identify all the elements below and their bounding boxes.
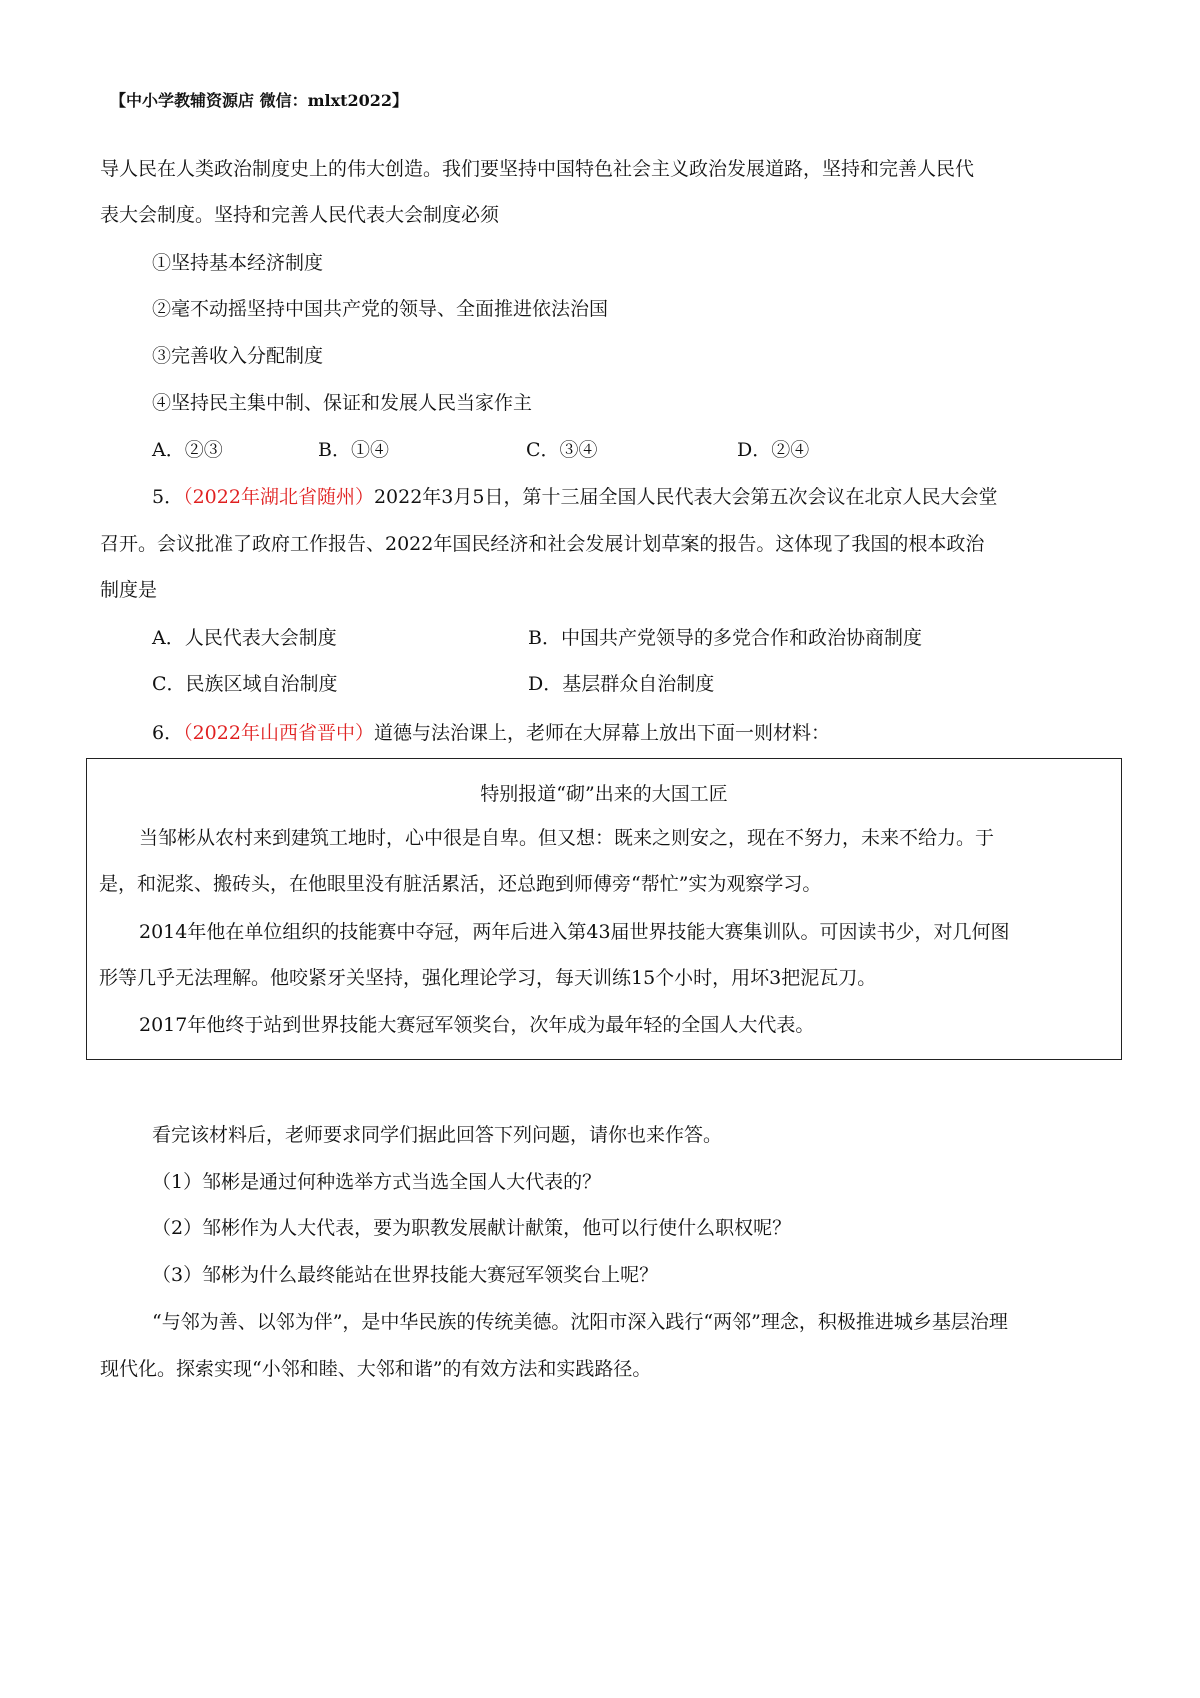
q4-option-a: A．②③ [152,439,223,461]
q6-stem-text: 道德与法治课上，老师在大屏幕上放出下面一则材料： [373,722,830,744]
q5-source: （2022年湖北省随州） [183,486,374,508]
q6-number: 6． [152,722,184,744]
q6-question-3: （3）邹彬为什么最终能站在世界技能大赛冠军领奖台上呢？ [152,1264,659,1286]
q4-item-4: ④坚持民主集中制、保证和发展人民当家作主 [152,392,533,414]
q4-item-3: ③完善收入分配制度 [152,345,324,367]
q4-stem-line2: 表大会制度。坚持和完善人民代表大会制度必须 [100,204,500,226]
material-box [86,758,1122,1060]
closing-line2: 现代化。探索实现“小邻和睦、大邻和谐”的有效方法和实践路径。 [100,1358,652,1380]
q5-option-a: A．人民代表大会制度 [152,627,337,649]
material-line-4: 形等几乎无法理解。他咬紧牙关坚持，强化理论学习，每天训练15个小时，用坏3把泥瓦刀。 [99,967,877,989]
q5-option-b: B．中国共产党领导的多党合作和政治协商制度 [528,627,922,649]
q4-item-2: ②毫不动摇坚持中国共产党的领导、全面推进依法治国 [152,298,609,320]
closing-line1: “与邻为善、以邻为伴”，是中华民族的传统美德。沈阳市深入践行“两邻”理念，积极推进城乡基层治理 [152,1311,1008,1333]
q5-number: 5． [152,486,184,508]
q5-option-c: C．民族区域自治制度 [152,673,338,695]
q4-stem-line1: 导人民在人类政治制度史上的伟大创造。我们要坚持中国特色社会主义政治发展道路，坚持和完善人民代 [100,158,975,180]
header-watermark: 【中小学教辅资源店 微信：mlxt2022】 [110,91,409,110]
q6-after-text: 看完该材料后，老师要求同学们据此回答下列问题，请你也来作答。 [152,1124,723,1146]
q5-stem-line2: 召开。会议批准了政府工作报告、2022年国民经济和社会发展计划草案的报告。这体现了我国的根本政治 [100,533,985,555]
q6-question-2: （2）邹彬作为人大代表，要为职教发展献计献策，他可以行使什么职权呢？ [152,1217,792,1239]
q5-option-d: D．基层群众自治制度 [528,673,715,695]
material-line-2: 是，和泥浆、搬砖头，在他眼里没有脏活累活，还总跑到师傅旁“帮忙”实为观察学习。 [99,873,822,895]
q5-stem-line1 [152,484,998,510]
material-line-1: 当邹彬从农村来到建筑工地时，心中很是自卑。但又想：既来之则安之，现在不努力，未来不给力。于 [139,827,995,849]
q5-stem-text: 2022年3月5日，第十三届全国人民代表大会第五次会议在北京人民大会堂 [373,486,998,508]
q4-option-d: D．②④ [737,439,810,461]
material-line-5: 2017年他终于站到世界技能大赛冠军领奖台，次年成为最年轻的全国人大代表。 [139,1014,815,1036]
q4-option-b: B．①④ [318,439,389,461]
q4-option-c: C．③④ [526,439,598,461]
q4-item-1: ①坚持基本经济制度 [152,252,324,274]
material-line-3: 2014年他在单位组织的技能赛中夺冠，两年后进入第43届世界技能大赛集训队。可因读书少，对几何图 [139,921,1010,943]
material-title: 特别报道“砌”出来的大国工匠 [480,783,728,805]
q6-source: （2022年山西省晋中） [183,722,374,744]
q6-question-1: （1）邹彬是通过何种选举方式当选全国人大代表的？ [152,1171,602,1193]
q6-stem [152,720,830,746]
q5-stem-line3: 制度是 [100,579,158,601]
